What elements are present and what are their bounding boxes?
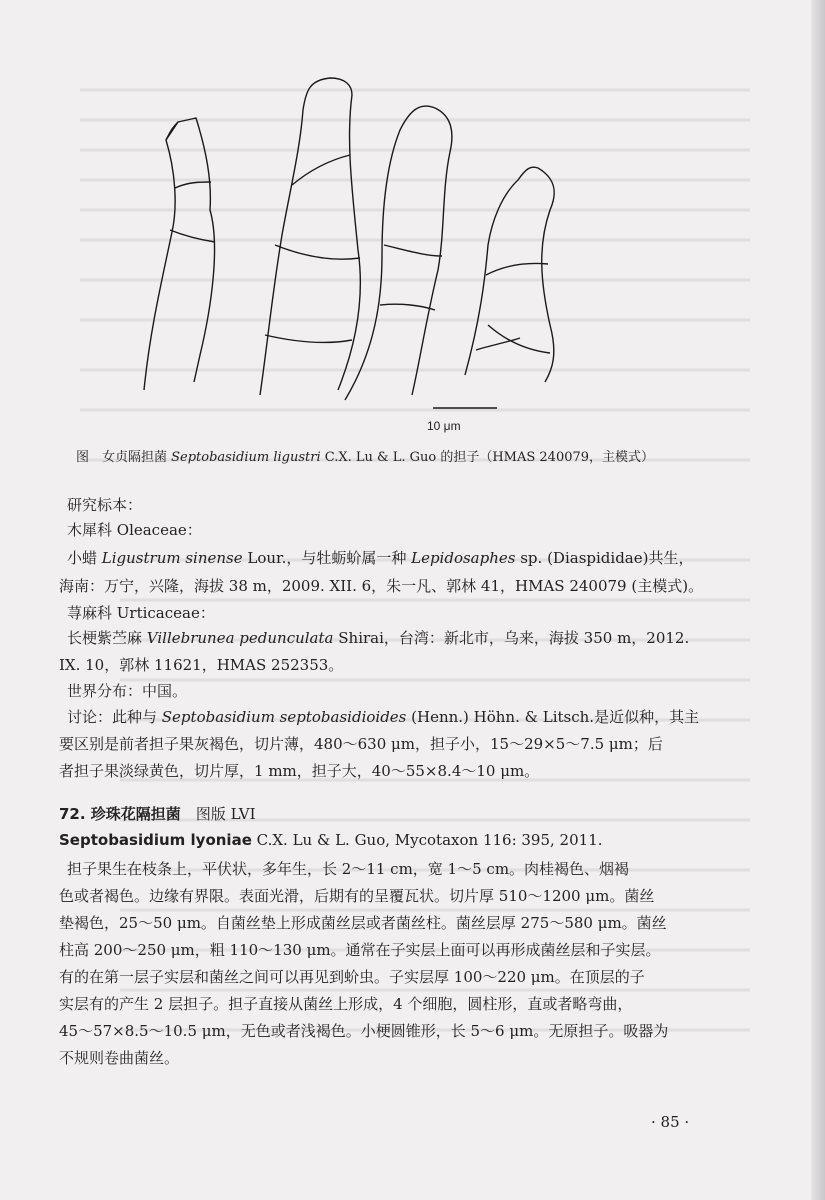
description-line: 有的在第一层子实层和菌丝之间可以再见到蚧虫。子实层厚 100～220 μm。在顶层的子: [59, 968, 645, 986]
discussion-line-1: 讨论：此种与 Septobasidium septobasidioides (Henn.) Höhn. & Litsch.是近似种，其主: [67, 708, 700, 726]
specimens-heading: 研究标本：: [67, 496, 143, 514]
distribution: 世界分布：中国。: [67, 682, 188, 700]
page-number: · 85 ·: [651, 1113, 690, 1131]
host-ligustrum-line: 小蜡 Ligustrum sinense Lour.，与牡蛎蚧属一种 Lepidosaphes sp. (Diaspididae)共生，: [67, 549, 694, 567]
species-72-citation: Septobasidium lyoniae C.X. Lu & L. Guo, Mycotaxon 116: 395, 2011.: [59, 831, 603, 849]
discussion-line-2: 要区别是前者担子果灰褐色，切片薄，480～630 μm，担子小，15～29×5～7.5 μm；后: [59, 735, 663, 753]
basidium-1: [144, 118, 215, 390]
host-villebrunea-locality: IX. 10，郭林 11621，HMAS 252353。: [59, 656, 344, 674]
basidium-4: [465, 167, 554, 382]
description-line: 色或者褐色。边缘有界限。表面光滑，后期有的呈覆瓦状。切片厚 510～1200 μm。菌丝: [59, 887, 655, 905]
species-72-heading: 72. 珍珠花隔担菌 图版 LVI: [59, 805, 256, 823]
scale-bar-label: 10 μm: [427, 419, 461, 433]
description-line: 实层有的产生 2 层担子。担子直接从菌丝上形成，4 个细胞，圆柱形，直或者略弯曲，: [59, 995, 633, 1013]
description-line: 担子果生在枝条上，平伏状，多年生，长 2～11 cm，宽 1～5 cm。肉桂褐色、烟褐: [67, 860, 630, 878]
discussion-line-3: 者担子果淡绿黄色，切片厚，1 mm，担子大，40～55×8.4～10 μm。: [59, 762, 540, 780]
basidium-2: [260, 78, 360, 395]
family-urticaceae: 荨麻科 Urticaceae：: [67, 604, 215, 622]
description-line: 45～57×8.5～10.5 μm，无色或者浅褐色。小梗圆锥形，长 5～6 μm。无原担子。吸器为: [59, 1022, 669, 1040]
host-villebrunea-line: 长梗紫苎麻 Villebrunea pedunculata Shirai，台湾：新北市，乌来，海拔 350 m，2012.: [67, 629, 690, 647]
figure-caption: 图 女贞隔担菌 Septobasidium ligustri C.X. Lu & L. Guo 的担子（HMAS 240079，主模式）: [76, 450, 655, 465]
family-oleaceae: 木犀科 Oleaceae：: [67, 521, 202, 539]
basidia-figure: [120, 70, 590, 440]
description-line: 不规则卷曲菌丝。: [59, 1049, 180, 1067]
basidium-3: [345, 106, 452, 400]
description-line: 柱高 200～250 μm，粗 110～130 μm。通常在子实层上面可以再形成菌丝层和子实层。: [59, 941, 661, 959]
host-ligustrum-locality: 海南：万宁，兴隆，海拔 38 m，2009. XII. 6，朱一凡、郭林 41，HMAS 240079 (主模式)。: [59, 577, 704, 595]
description-line: 垫褐色，25～50 μm。自菌丝垫上形成菌丝层或者菌丝柱。菌丝层厚 275～580 μm。菌丝: [59, 914, 667, 932]
